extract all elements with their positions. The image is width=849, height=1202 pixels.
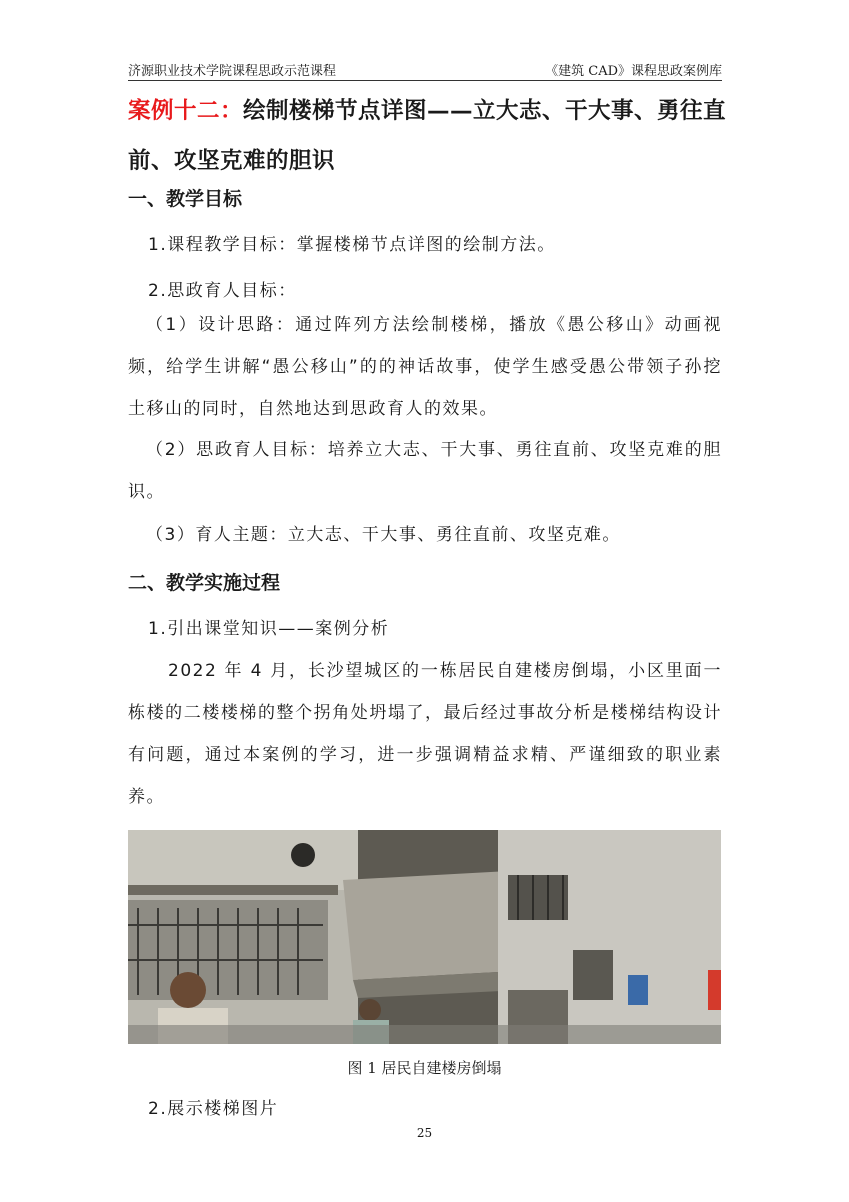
header-right-text: 《建筑 CAD》课程思政案例库	[545, 64, 722, 79]
case-analysis-paragraph: 2022 年 4 月，长沙望城区的一栋居民自建楼房倒塌，小区里面一栋楼的二楼楼梯的整个拐角处坍塌了，最后经过事故分析是楼梯结构设计有问题，通过本案例的学习，进一步强调精益求精、严谨细致的职业素养。	[128, 661, 722, 807]
title-line-2: 前、攻坚克难的胆识	[128, 148, 336, 174]
collapsed-building-photo	[128, 830, 721, 1044]
title-line-1	[128, 86, 728, 136]
section-heading-process: 二、教学实施过程	[128, 572, 281, 594]
page-number: 25	[416, 1126, 433, 1140]
page-header	[128, 58, 722, 81]
process-item-2: 2.展示楼梯图片	[148, 1099, 279, 1119]
education-theme-paragraph: （3）育人主题：立大志、干大事、勇往直前、攻坚克难。	[146, 525, 621, 545]
objective-item-1: 1.课程教学目标：掌握楼梯节点详图的绘制方法。	[148, 235, 556, 255]
ideology-goal-paragraph: （2）思政育人目标：培养立大志、干大事、勇往直前、攻坚克难的胆识。	[128, 440, 722, 502]
photo-illustration	[128, 830, 721, 1044]
header-left-text: 济源职业技术学院课程思政示范课程	[128, 64, 337, 79]
page-title	[128, 86, 728, 186]
figure-caption: 图 1 居民自建楼房倒塌	[347, 1059, 502, 1077]
objective-item-2: 2.思政育人目标：	[148, 281, 297, 301]
title-text: 绘制楼梯节点详图——立大志、干大事、勇往直	[243, 98, 727, 124]
process-item-1: 1.引出课堂知识——案例分析	[148, 619, 390, 639]
section-heading-objectives: 一、教学目标	[128, 188, 243, 210]
case-label: 案例十二：	[128, 98, 244, 124]
design-idea-paragraph: （1）设计思路：通过阵列方法绘制楼梯，播放《愚公移山》动画视频，给学生讲解“愚公移山”的的神话故事，使学生感受愚公带领子孙挖土移山的同时，自然地达到思政育人的效果。	[128, 315, 722, 419]
